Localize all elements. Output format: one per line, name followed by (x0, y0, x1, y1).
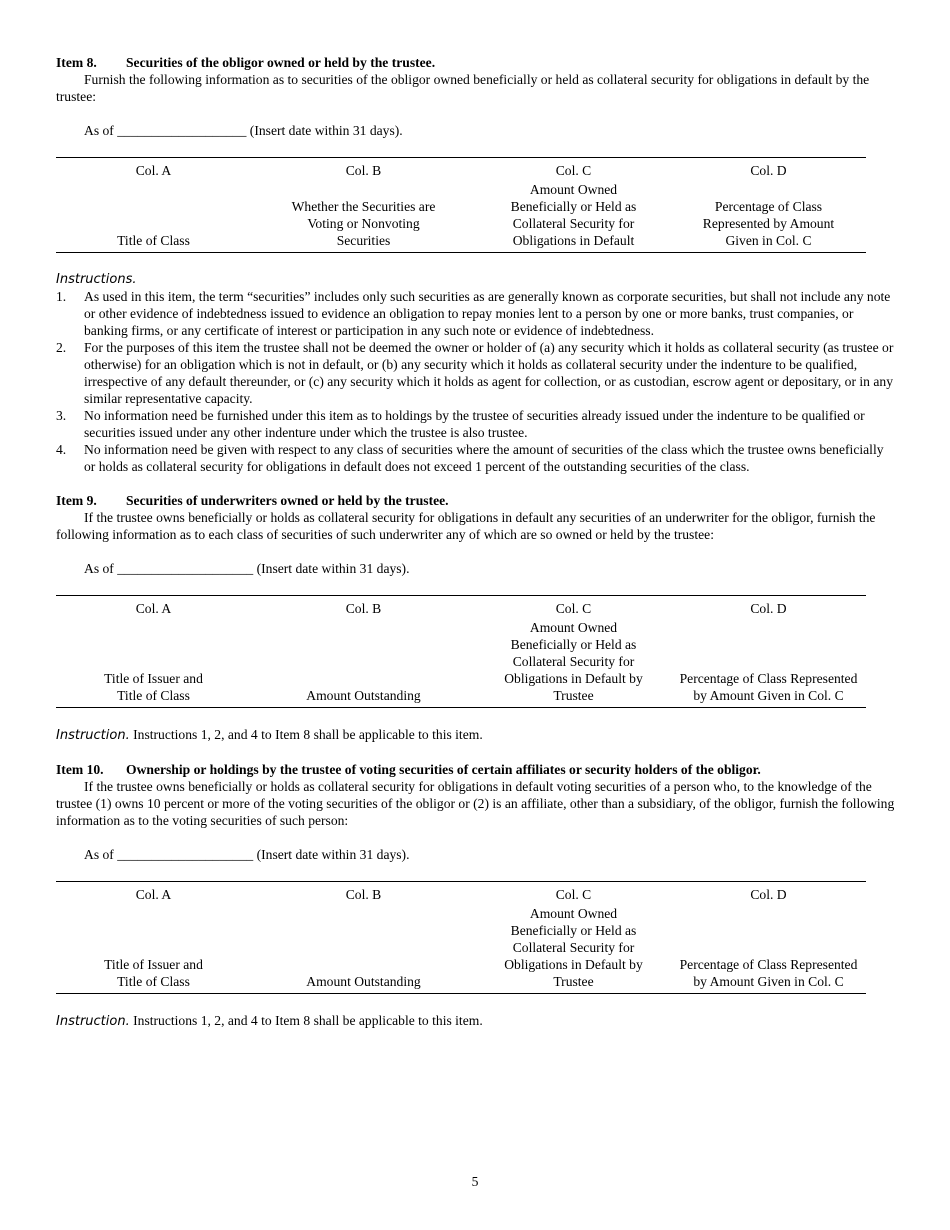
col-header: Col. C (555, 163, 592, 178)
item10-intro: If the trustee owns beneficially or holds as collateral security for obligations in default voting securities of a person who, to the knowledge of the trustee (1) owns 10 percent or more of the voting securities of the obligor or (2) is an affiliate, other than a subsidiary, of the obligor, furnish the following information as to the voting securities of such person: (56, 779, 895, 828)
as-of-label: As of (84, 847, 114, 862)
col-body: Whether the Securities are Voting or Nonvoting Securities (291, 199, 436, 248)
item8-instructions-label: Instructions. (56, 272, 137, 287)
instruction-text: For the purposes of this item the trustee shall not be deemed the owner or holder of (a) any security which it holds as collateral security (as trustee or otherwise) for an obligation which is not in default, or (b) any security which it holds as collateral security under the indenture to be qualified, irrespective of any default thereunder, or (c) any security which it holds as agent for collection, or as custodian, escrow agent or depositary, or in any similar representative capacity. (84, 340, 894, 406)
instruction-text: As used in this item, the term “securities” includes only such securities as are generally known as corporate securities, but shall not include any note or other evidence of indebtedness issued to evidence an obligation to repay monies lent to a person by one or more banks, trust companies, or banking firms, or any certificate of interest or participation in any such note or evidence of indebtedness. (84, 289, 891, 338)
col-header: Col. D (750, 163, 787, 178)
col-header: Col. D (750, 601, 787, 616)
col-body: Amount Owned Beneficially or Held as Collateral Security for Obligations in Default by Trustee (504, 906, 643, 989)
item9-instruction (56, 726, 896, 744)
page-content (56, 54, 896, 1030)
instruction-item (56, 339, 896, 407)
instruction-text: Instructions 1, 2, and 4 to Item 8 shall be applicable to this item. (133, 727, 483, 742)
item10-instruction (56, 1012, 896, 1030)
instruction-text: No information need be given with respect to any class of securities where the amount of securities of the class which the trustee owns beneficially or holds as collateral security for obligations in default does not exceed 1 percent of the outstanding securities of the class. (84, 442, 884, 474)
item10-as-of (84, 846, 896, 863)
as-of-blank: ____________________ (117, 847, 254, 862)
item10-col-d (671, 886, 866, 990)
item8-col-c (476, 162, 671, 249)
col-header: Col. D (750, 887, 787, 902)
instruction-text: Instructions 1, 2, and 4 to Item 8 shall be applicable to this item. (133, 1013, 483, 1028)
instruction-number: 4. (56, 442, 67, 457)
item8-title: Securities of the obligor owned or held by the trustee. (126, 55, 436, 70)
col-header: Col. C (555, 601, 592, 616)
item10-column-table (56, 881, 866, 994)
as-of-note: (Insert date within 31 days). (256, 561, 410, 576)
as-of-blank: ____________________ (117, 561, 254, 576)
item8-as-of (84, 122, 896, 139)
item9-title: Securities of underwriters owned or held by the trustee. (126, 493, 449, 508)
instruction-item (56, 288, 896, 339)
item8-intro: Furnish the following information as to securities of the obligor owned beneficially or held as collateral security for obligations in default by the trustee: (56, 72, 870, 104)
col-body: Percentage of Class Represented by Amount Given in Col. C (679, 957, 858, 989)
col-body: Amount Outstanding (306, 688, 421, 703)
instruction-text: No information need be furnished under this item as to holdings by the trustee of securities already issued under the indenture to be qualified or securities issued under any other indenture under which the trustee is also trustee. (84, 408, 865, 440)
instruction-item (56, 407, 896, 441)
as-of-label: As of (84, 123, 114, 138)
item9-col-a (56, 600, 251, 704)
col-body: Title of Issuer and Title of Class (104, 957, 203, 989)
col-header: Col. B (345, 601, 382, 616)
item8-number: Item 8. (56, 55, 97, 70)
col-header: Col. A (135, 601, 172, 616)
item10-title: Ownership or holdings by the trustee of voting securities of certain affiliates or security holders of the obligor. (126, 762, 761, 777)
instruction-number: 1. (56, 289, 67, 304)
as-of-note: (Insert date within 31 days). (249, 123, 403, 138)
item9-as-of (84, 560, 896, 577)
item8-col-b (251, 162, 476, 249)
as-of-label: As of (84, 561, 114, 576)
item10-col-b (251, 886, 476, 990)
col-header: Col. C (555, 887, 592, 902)
item9-column-table (56, 595, 866, 708)
item8-instructions-list (56, 288, 896, 475)
instruction-number: 2. (56, 340, 67, 355)
item8-heading (56, 54, 896, 71)
col-body: Title of Class (117, 233, 190, 248)
col-body: Amount Owned Beneficially or Held as Collateral Security for Obligations in Default by Trustee (504, 620, 643, 703)
item9-col-d (671, 600, 866, 704)
item9-col-c (476, 600, 671, 704)
page-number: 5 (471, 1174, 479, 1189)
col-body: Percentage of Class Represented by Amount Given in Col. C (702, 199, 835, 248)
col-header: Col. B (345, 163, 382, 178)
item9-col-b (251, 600, 476, 704)
item9-heading (56, 492, 896, 509)
item9-number: Item 9. (56, 493, 97, 508)
item9-intro: If the trustee owns beneficially or holds as collateral security for obligations in default any securities of an underwriter for the obligor, furnish the following information as to each class of securities of such underwriter any of which are so owned or held by the trustee: (56, 510, 876, 542)
instruction-label: Instruction. (56, 728, 130, 743)
col-body: Title of Issuer and Title of Class (104, 671, 203, 703)
col-header: Col. B (345, 887, 382, 902)
instruction-label: Instruction. (56, 1014, 130, 1029)
col-body: Percentage of Class Represented by Amount Given in Col. C (679, 671, 858, 703)
item10-heading (56, 761, 896, 778)
item10-col-a (56, 886, 251, 990)
col-header: Col. A (135, 163, 172, 178)
item10-number: Item 10. (56, 762, 104, 777)
item8-col-a (56, 162, 251, 249)
instruction-item (56, 441, 896, 475)
item8-column-table (56, 157, 866, 253)
item8-col-d (671, 162, 866, 249)
col-body: Amount Owned Beneficially or Held as Collateral Security for Obligations in Default (510, 182, 637, 248)
item10-col-c (476, 886, 671, 990)
as-of-blank: ___________________ (117, 123, 247, 138)
col-body: Amount Outstanding (306, 974, 421, 989)
col-header: Col. A (135, 887, 172, 902)
as-of-note: (Insert date within 31 days). (256, 847, 410, 862)
instruction-number: 3. (56, 408, 67, 423)
